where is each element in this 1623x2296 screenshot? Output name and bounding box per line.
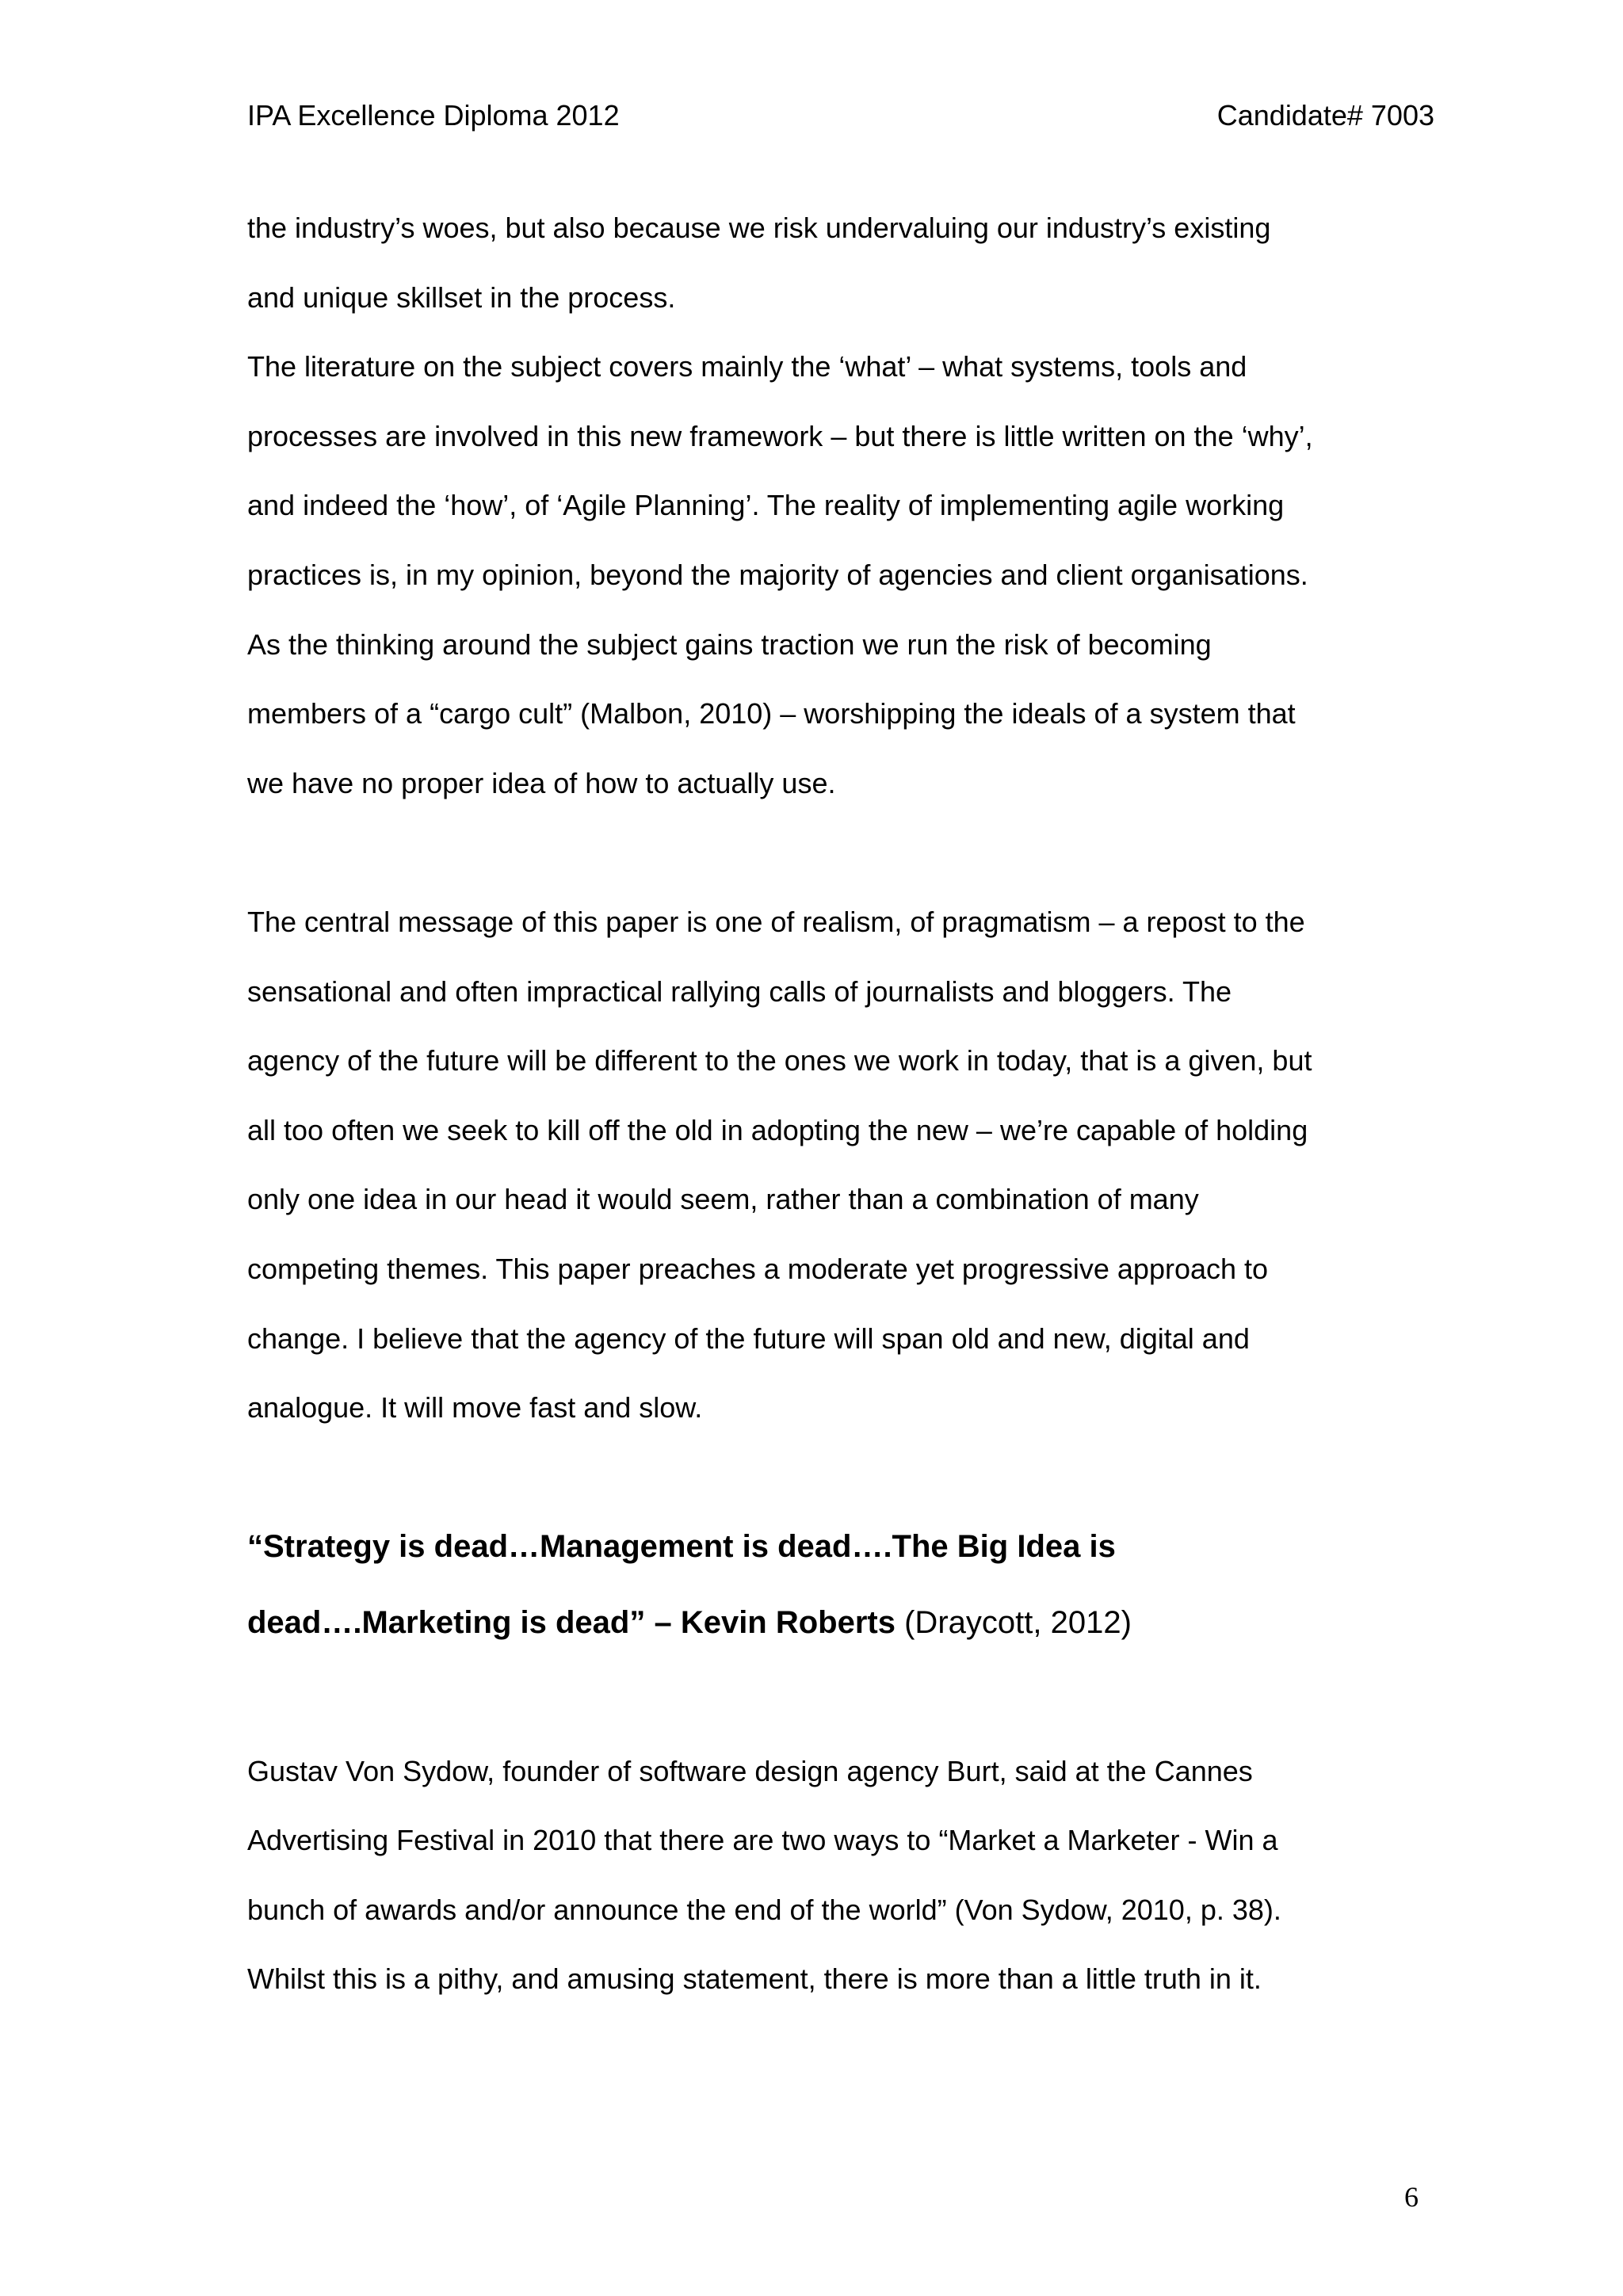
candidate-number: Candidate# 7003	[1216, 99, 1434, 132]
text-line: sensational and often impractical rallying calls of journalists and bloggers. The	[247, 974, 1232, 1008]
paragraph-spacer	[247, 818, 1436, 887]
quote-heading-line	[247, 1508, 1436, 1585]
quote-attribution: dead….Marketing is dead” – Kevin Roberts	[247, 1604, 896, 1640]
text-line: The central message of this paper is one of realism, of pragmatism – a repost to the	[247, 905, 1305, 938]
quote-citation: (Draycott, 2012)	[896, 1604, 1132, 1640]
text-line: and unique skillset in the process.	[247, 280, 676, 314]
paragraph	[247, 193, 1436, 818]
text-line: we have no proper idea of how to actually use.	[247, 766, 836, 799]
paragraph	[247, 887, 1436, 1443]
text-line: As the thinking around the subject gains traction we run the risk of becoming	[247, 627, 1212, 661]
page-body	[247, 193, 1436, 2014]
header-title: IPA Excellence Diploma 2012	[247, 99, 620, 132]
text-line: Whilst this is a pithy, and amusing statement, there is more than a little truth in it.	[247, 1962, 1262, 1996]
text-line: Gustav Von Sydow, founder of software design agency Burt, said at the Cannes	[247, 1754, 1253, 1787]
text-line: agency of the future will be different to the ones we work in today, that is a given, but	[247, 1044, 1312, 1077]
text-line: all too often we seek to kill off the old in adopting the new – we’re capable of holding	[247, 1113, 1308, 1146]
text-line: change. I believe that the agency of the future will span old and new, digital and	[247, 1322, 1250, 1355]
section-spacer	[247, 1443, 1436, 1508]
paragraph	[247, 1737, 1436, 2014]
text-line: The literature on the subject covers mainly the ‘what’ – what systems, tools and	[247, 350, 1247, 383]
text-line: analogue. It will move fast and slow.	[247, 1391, 703, 1425]
quote-text: “Strategy is dead…Management is dead….The Big Idea is	[247, 1528, 1116, 1564]
page-header	[247, 93, 1434, 138]
text-line: processes are involved in this new framework – but there is little written on the ‘why’,	[247, 419, 1313, 452]
text-line: bunch of awards and/or announce the end of the world” (Von Sydow, 2010, p. 38).	[247, 1893, 1281, 1926]
quote-heading	[247, 1508, 1436, 1661]
quote-heading-line	[247, 1585, 1436, 1661]
text-line: competing themes. This paper preaches a moderate yet progressive approach to	[247, 1252, 1269, 1285]
text-line: members of a “cargo cult” (Malbon, 2010) – worshipping the ideals of a system that	[247, 697, 1296, 730]
text-line: the industry’s woes, but also because we risk undervaluing our industry’s existing	[247, 212, 1271, 244]
text-line: and indeed the ‘how’, of ‘Agile Planning’. The reality of implementing agile working	[247, 489, 1285, 522]
text-line: practices is, in my opinion, beyond the majority of agencies and client organisations.	[247, 558, 1308, 591]
page-number: 6	[1404, 2181, 1419, 2213]
text-line: Advertising Festival in 2010 that there are two ways to “Market a Marketer - Win a	[247, 1824, 1278, 1857]
section-spacer	[247, 1661, 1436, 1737]
text-line: only one idea in our head it would seem, rather than a combination of many	[247, 1183, 1199, 1216]
